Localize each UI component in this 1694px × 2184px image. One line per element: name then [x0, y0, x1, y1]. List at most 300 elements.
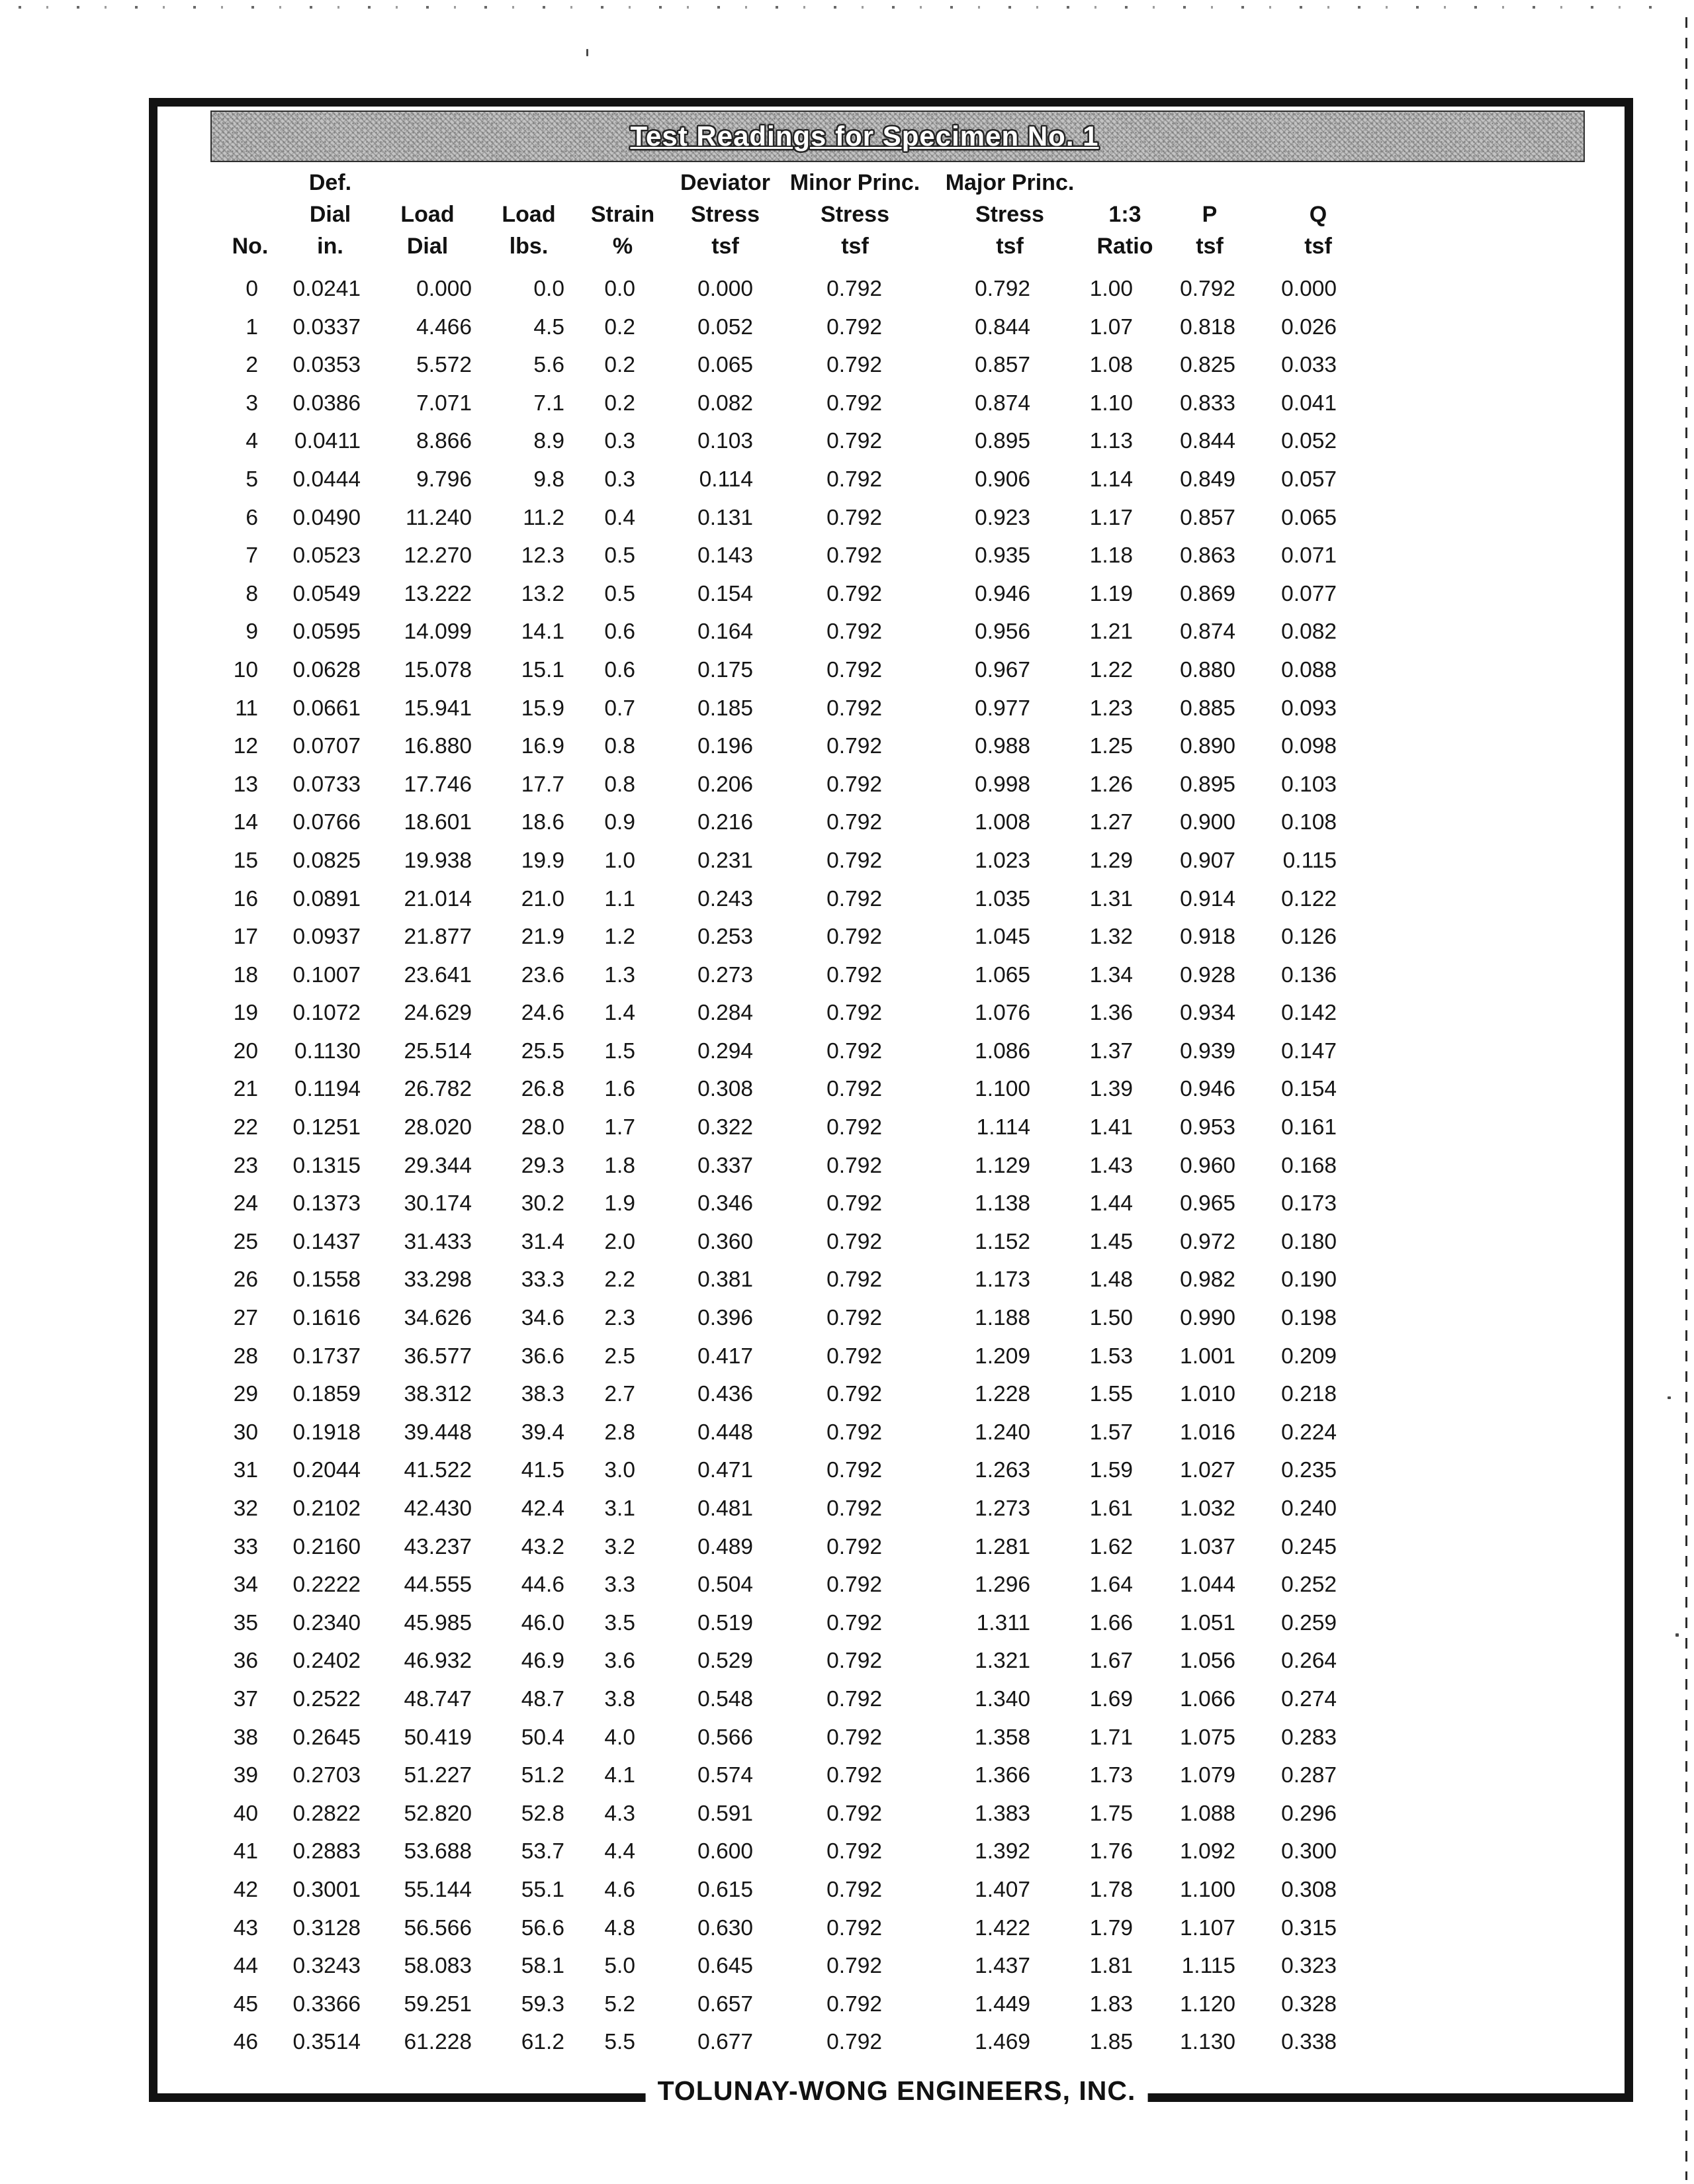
table-cell: 0.287	[1281, 1763, 1337, 1788]
table-cell: 0.0337	[292, 314, 361, 340]
table-cell: 0.471	[697, 1458, 753, 1483]
table-cell: 0.657	[697, 1991, 753, 2017]
table-cell: 0.934	[1180, 1001, 1235, 1026]
table-cell: 0.173	[1281, 1191, 1337, 1216]
table-row	[218, 270, 1337, 308]
table-cell: 61.2	[521, 2030, 564, 2055]
table-row	[218, 1756, 1337, 1795]
table-cell: 0.308	[1281, 1877, 1337, 1902]
table-cell: 22	[233, 1115, 258, 1140]
table-cell: 0.1437	[292, 1229, 361, 1254]
table-cell: 0.245	[1281, 1534, 1337, 1559]
table-cell: 0.965	[1180, 1191, 1235, 1216]
table-cell: 1.273	[975, 1496, 1030, 1521]
table-cell: 53.688	[404, 1839, 472, 1864]
table-cell: 1.81	[1089, 1954, 1133, 1979]
table-cell: 0.792	[826, 353, 882, 378]
table-cell: 16	[233, 886, 258, 911]
table-cell: 1.71	[1089, 1725, 1133, 1750]
column-header-no: No.	[232, 234, 269, 259]
table-cell: 16.9	[521, 734, 564, 759]
table-cell: 10	[233, 657, 258, 682]
table-row	[218, 727, 1337, 766]
table-cell: 1.0	[604, 848, 635, 873]
table-cell: 1.13	[1089, 429, 1133, 454]
table-cell: 4.8	[604, 1915, 635, 1940]
table-cell: 0.519	[697, 1610, 753, 1635]
table-cell: 6	[245, 505, 258, 530]
table-cell: 0.792	[826, 619, 882, 645]
table-cell: 0.792	[826, 429, 882, 454]
table-cell: 19.938	[404, 848, 472, 873]
table-cell: 0.645	[697, 1954, 753, 1979]
table-cell: 52.820	[404, 1801, 472, 1826]
table-cell: 0.240	[1281, 1496, 1337, 1521]
table-cell: 0.9	[604, 810, 635, 835]
table-cell: 1.85	[1089, 2030, 1133, 2055]
table-cell: 0.322	[697, 1115, 753, 1140]
table-cell: 31	[233, 1458, 258, 1483]
table-cell: 0.3128	[292, 1915, 361, 1940]
table-cell: 0.1859	[292, 1382, 361, 1407]
table-cell: 1.62	[1089, 1534, 1133, 1559]
table-cell: 0.142	[1281, 1001, 1337, 1026]
table-cell: 1.392	[975, 1839, 1030, 1864]
table-cell: 12.270	[404, 543, 472, 569]
table-cell: 0.6	[604, 619, 635, 645]
table-cell: 26.8	[521, 1077, 564, 1102]
table-cell: 0.274	[1281, 1686, 1337, 1711]
table-cell: 0.3	[604, 467, 635, 492]
table-cell: 1.29	[1089, 848, 1133, 873]
table-cell: 2.8	[604, 1420, 635, 1445]
table-row	[218, 1261, 1337, 1299]
table-cell: 0.041	[1281, 390, 1337, 416]
table-cell: 0.600	[697, 1839, 753, 1864]
table-cell: 13.222	[404, 581, 472, 606]
table-cell: 29.344	[404, 1153, 472, 1178]
table-cell: 3.6	[604, 1649, 635, 1674]
table-cell: 46	[233, 2030, 258, 2055]
table-cell: 1.22	[1089, 657, 1133, 682]
table-row	[218, 308, 1337, 347]
table-cell: 1.100	[1180, 1877, 1235, 1902]
table-cell: 0.900	[1180, 810, 1235, 835]
table-cell: 15.941	[404, 696, 472, 721]
table-cell: 1.36	[1089, 1001, 1133, 1026]
table-row	[218, 537, 1337, 575]
table-cell: 1.358	[975, 1725, 1030, 1750]
table-row	[218, 1109, 1337, 1147]
table-cell: 0.792	[826, 543, 882, 569]
table-cell: 1.45	[1089, 1229, 1133, 1254]
table-row	[218, 1223, 1337, 1261]
table-cell: 0.1072	[292, 1001, 361, 1026]
table-cell: 43	[233, 1915, 258, 1940]
table-cell: 0.918	[1180, 925, 1235, 950]
table-cell: 0.2522	[292, 1686, 361, 1711]
table-cell: 24.629	[404, 1001, 472, 1026]
table-cell: 1.5	[604, 1038, 635, 1064]
table-cell: 7.1	[533, 390, 564, 416]
table-cell: 1.130	[1180, 2030, 1235, 2055]
table-cell: 8.866	[416, 429, 472, 454]
table-cell: 1.8	[604, 1153, 635, 1178]
table-cell: 0.1130	[294, 1038, 361, 1064]
table-cell: 0.0490	[292, 505, 361, 530]
table-cell: 1.311	[976, 1610, 1030, 1635]
page-title: Test Readings for Specimen No. 1	[630, 120, 1099, 152]
table-cell: 1.9	[604, 1191, 635, 1216]
table-cell: 24.6	[521, 1001, 564, 1026]
table-cell: 0.792	[826, 1191, 882, 1216]
table-cell: 15.1	[521, 657, 564, 682]
table-cell: 0.880	[1180, 657, 1235, 682]
table-cell: 0.792	[826, 810, 882, 835]
table-cell: 0.7	[604, 696, 635, 721]
table-cell: 0.3	[604, 429, 635, 454]
table-cell: 0.4	[604, 505, 635, 530]
table-row	[218, 803, 1337, 842]
table-cell: 0.082	[697, 390, 753, 416]
table-cell: 0.0661	[292, 696, 361, 721]
table-cell: 0.615	[697, 1877, 753, 1902]
table-cell: 1.228	[975, 1382, 1030, 1407]
table-cell: 0.136	[1281, 962, 1337, 987]
table-cell: 0.792	[826, 467, 882, 492]
table-cell: 28	[233, 1343, 258, 1369]
table-cell: 0.566	[697, 1725, 753, 1750]
column-header-minor-princ-stress: Minor Princ. Stress tsf	[789, 170, 920, 259]
table-row	[218, 346, 1337, 385]
table-cell: 7	[245, 543, 258, 569]
table-cell: 28.0	[521, 1115, 564, 1140]
table-cell: 0.0825	[292, 848, 361, 873]
table-cell: 0.417	[697, 1343, 753, 1369]
table-cell: 1.21	[1089, 619, 1133, 645]
table-cell: 1.23	[1089, 696, 1133, 721]
table-cell: 0.792	[826, 962, 882, 987]
table-cell: 1.075	[1180, 1725, 1235, 1750]
table-row	[218, 766, 1337, 804]
table-cell: 0.026	[1281, 314, 1337, 340]
table-cell: 1.50	[1089, 1306, 1133, 1331]
table-cell: 1.383	[975, 1801, 1030, 1826]
table-cell: 0.885	[1180, 696, 1235, 721]
table-cell: 0.923	[975, 505, 1030, 530]
table-cell: 3.3	[604, 1572, 635, 1598]
table-cell: 7.071	[416, 390, 472, 416]
table-cell: 30.174	[404, 1191, 472, 1216]
table-cell: 1.086	[975, 1038, 1030, 1064]
table-cell: 0.946	[1180, 1077, 1235, 1102]
table-cell: 0.147	[1281, 1038, 1337, 1064]
table-cell: 24	[233, 1191, 258, 1216]
table-cell: 2.7	[604, 1382, 635, 1407]
table-cell: 41.5	[521, 1458, 564, 1483]
table-cell: 0.792	[826, 581, 882, 606]
table-cell: 2.5	[604, 1343, 635, 1369]
table-cell: 0.1558	[292, 1267, 361, 1293]
table-cell: 1.14	[1089, 467, 1133, 492]
table-cell: 1.008	[975, 810, 1030, 835]
table-cell: 21.014	[404, 886, 472, 911]
table-cell: 0.0	[533, 277, 564, 301]
table-cell: 21	[233, 1077, 258, 1102]
table-cell: 0.243	[697, 886, 753, 911]
table-cell: 0.935	[975, 543, 1030, 569]
table-cell: 35	[233, 1610, 258, 1635]
table-cell: 1.3	[604, 962, 635, 987]
table-cell: 36.6	[521, 1343, 564, 1369]
table-cell: 1.037	[1180, 1534, 1235, 1559]
table-cell: 0.396	[697, 1306, 753, 1331]
table-cell: 45	[233, 1991, 258, 2017]
table-cell: 0.849	[1180, 467, 1235, 492]
column-header-load-lbs: Load lbs.	[502, 202, 556, 259]
table-row	[218, 1719, 1337, 1757]
table-cell: 0.792	[826, 1534, 882, 1559]
table-cell: 8	[245, 581, 258, 606]
table-row	[218, 1299, 1337, 1338]
table-cell: 30.2	[521, 1191, 564, 1216]
table-cell: 1.115	[1181, 1954, 1235, 1979]
table-cell: 1.023	[975, 848, 1030, 873]
table-cell: 1.027	[1180, 1458, 1235, 1483]
table-cell: 0.231	[697, 848, 753, 873]
table-cell: 46.9	[521, 1649, 564, 1674]
table-row	[218, 1604, 1337, 1643]
table-cell: 34.6	[521, 1306, 564, 1331]
table-cell: 59.251	[404, 1991, 472, 2017]
table-cell: 0.792	[826, 1725, 882, 1750]
table-cell: 0.988	[975, 734, 1030, 759]
table-cell: 0.481	[697, 1496, 753, 1521]
table-cell: 17	[233, 925, 258, 950]
table-cell: 0.792	[826, 734, 882, 759]
column-header-strain: Strain %	[590, 202, 655, 259]
scan-noise-top	[19, 6, 1653, 9]
table-cell: 0.956	[975, 619, 1030, 645]
table-cell: 40	[233, 1801, 258, 1826]
table-cell: 0.895	[975, 429, 1030, 454]
table-row	[218, 880, 1337, 919]
table-cell: 0.982	[1180, 1267, 1235, 1293]
table-cell: 1.045	[975, 925, 1030, 950]
table-cell: 0.792	[826, 772, 882, 797]
table-row	[218, 1642, 1337, 1680]
table-cell: 1.044	[1180, 1572, 1235, 1598]
table-cell: 0.939	[1180, 1038, 1235, 1064]
table-cell: 0.206	[697, 772, 753, 797]
table-row	[218, 1414, 1337, 1452]
table-cell: 0.052	[1281, 429, 1337, 454]
table-cell: 0.131	[697, 505, 753, 530]
table-cell: 2.0	[604, 1229, 635, 1254]
table-cell: 39.448	[404, 1420, 472, 1445]
table-cell: 0.346	[697, 1191, 753, 1216]
company-footer: TOLUNAY-WONG ENGINEERS, INC.	[646, 2069, 1148, 2113]
table-cell: 43.237	[404, 1534, 472, 1559]
table-cell: 0.209	[1281, 1343, 1337, 1369]
table-cell: 1.138	[975, 1191, 1030, 1216]
table-cell: 0.0595	[292, 619, 361, 645]
table-row	[218, 1375, 1337, 1414]
column-header-def-dial: Def. Dial in.	[308, 170, 352, 259]
table-cell: 44.555	[404, 1572, 472, 1598]
table-cell: 0.857	[975, 353, 1030, 378]
table-cell: 44	[233, 1954, 258, 1979]
table-cell: 0.0353	[292, 353, 361, 378]
table-cell: 0.946	[975, 581, 1030, 606]
table-cell: 1.263	[975, 1458, 1030, 1483]
table-cell: 0.792	[826, 1763, 882, 1788]
table-cell: 1.75	[1089, 1801, 1133, 1826]
table-row	[218, 499, 1337, 537]
table-cell: 0.235	[1281, 1458, 1337, 1483]
table-cell: 0.115	[1282, 848, 1337, 873]
table-cell: 0.953	[1180, 1115, 1235, 1140]
table-row	[218, 994, 1337, 1032]
table-cell: 1.08	[1089, 353, 1133, 378]
table-cell: 1.10	[1089, 390, 1133, 416]
column-header-major-princ-stress: Major Princ. Stress tsf	[945, 170, 1075, 259]
table-cell: 0.126	[1281, 925, 1337, 950]
table-cell: 1.07	[1089, 314, 1133, 340]
table-cell: 0.3243	[292, 1954, 361, 1979]
table-cell: 1.152	[975, 1229, 1030, 1254]
table-body	[218, 270, 1337, 2062]
table-cell: 0.792	[826, 1343, 882, 1369]
table-cell: 1.79	[1089, 1915, 1133, 1940]
table-cell: 15.9	[521, 696, 564, 721]
table-cell: 5.6	[533, 353, 564, 378]
table-cell: 1.209	[975, 1343, 1030, 1369]
table-cell: 0.2340	[292, 1610, 361, 1635]
table-cell: 1.051	[1180, 1610, 1235, 1635]
table-cell: 0.273	[697, 962, 753, 987]
table-cell: 0.338	[1281, 2030, 1337, 2055]
table-cell: 42	[233, 1877, 258, 1902]
table-cell: 0.2044	[292, 1458, 361, 1483]
table-cell: 1.64	[1089, 1572, 1133, 1598]
table-cell: 30	[233, 1420, 258, 1445]
table-cell: 0.000	[416, 277, 472, 301]
table-cell: 1.321	[975, 1649, 1030, 1674]
table-cell: 0.071	[1281, 543, 1337, 569]
table-cell: 50.4	[521, 1725, 564, 1750]
table-row	[218, 1185, 1337, 1223]
table-cell: 1.240	[975, 1420, 1030, 1445]
table-cell: 1.37	[1089, 1038, 1133, 1064]
table-cell: 1.422	[975, 1915, 1030, 1940]
table-cell: 1.61	[1089, 1496, 1133, 1521]
table-cell: 4.0	[604, 1725, 635, 1750]
table-cell: 0.792	[826, 1572, 882, 1598]
table-cell: 39	[233, 1763, 258, 1788]
table-cell: 25.514	[404, 1038, 472, 1064]
table-cell: 0.792	[975, 277, 1030, 301]
table-cell: 0.906	[975, 467, 1030, 492]
table-cell: 21.0	[521, 886, 564, 911]
table-cell: 0.2703	[292, 1763, 361, 1788]
table-cell: 11.240	[406, 505, 472, 530]
table-cell: 0.874	[975, 390, 1030, 416]
table-cell: 0.792	[826, 696, 882, 721]
table-cell: 37	[233, 1686, 258, 1711]
table-cell: 0.0733	[292, 772, 361, 797]
table-cell: 1.016	[1180, 1420, 1235, 1445]
table-cell: 1.83	[1089, 1991, 1133, 2017]
table-cell: 41.522	[404, 1458, 472, 1483]
table-cell: 1.69	[1089, 1686, 1133, 1711]
table-cell: 5.5	[604, 2030, 635, 2055]
table-cell: 0.0549	[292, 581, 361, 606]
table-cell: 1.173	[975, 1267, 1030, 1293]
table-cell: 0.2102	[292, 1496, 361, 1521]
table-cell: 44.6	[521, 1572, 564, 1598]
table-cell: 1.32	[1089, 925, 1133, 950]
table-row	[218, 1680, 1337, 1719]
table-cell: 0.1194	[294, 1077, 361, 1102]
table-cell: 0.0241	[292, 277, 361, 301]
table-cell: 42.4	[521, 1496, 564, 1521]
column-header-deviator-stress: Deviator Stress tsf	[680, 170, 771, 259]
table-cell: 2.3	[604, 1306, 635, 1331]
table-cell: 0.792	[826, 1496, 882, 1521]
table-cell: 1	[245, 314, 258, 340]
table-cell: 12.3	[521, 543, 564, 569]
table-cell: 13.2	[521, 581, 564, 606]
table-cell: 1.25	[1089, 734, 1133, 759]
table-cell: 0.1251	[292, 1115, 361, 1140]
table-row	[218, 1070, 1337, 1109]
table-cell: 2.2	[604, 1267, 635, 1293]
table-cell: 14.1	[521, 619, 564, 645]
table-cell: 0.114	[699, 467, 753, 492]
table-cell: 15.078	[404, 657, 472, 682]
column-header-q-tsf: Q tsf	[1304, 202, 1332, 259]
table-row	[218, 1566, 1337, 1604]
table-cell: 1.26	[1089, 772, 1133, 797]
table-cell: 0.869	[1180, 581, 1235, 606]
table-cell: 1.407	[975, 1877, 1030, 1902]
table-cell: 0.792	[826, 1839, 882, 1864]
table-cell: 1.1	[604, 886, 635, 911]
table-cell: 1.107	[1180, 1915, 1235, 1940]
table-cell: 0.529	[697, 1649, 753, 1674]
table-cell: 1.366	[975, 1763, 1030, 1788]
table-cell: 1.55	[1089, 1382, 1133, 1407]
table-cell: 3.5	[604, 1610, 635, 1635]
table-cell: 32	[233, 1496, 258, 1521]
table-cell: 0.792	[826, 886, 882, 911]
table-row	[218, 575, 1337, 614]
table-cell: 1.056	[1180, 1649, 1235, 1674]
table-cell: 8.9	[533, 429, 564, 454]
table-cell: 1.188	[975, 1306, 1030, 1331]
table-cell: 0.0628	[292, 657, 361, 682]
table-cell: 1.281	[975, 1534, 1030, 1559]
table-cell: 0.792	[826, 1915, 882, 1940]
table-cell: 29	[233, 1382, 258, 1407]
column-header-1-3-ratio: 1:3 Ratio	[1096, 202, 1153, 259]
table-cell: 0.0444	[292, 467, 361, 492]
table-cell: 0.792	[826, 1306, 882, 1331]
table-cell: 56.6	[521, 1915, 564, 1940]
table-cell: 0.874	[1180, 619, 1235, 645]
table-cell: 0.1373	[292, 1191, 361, 1216]
